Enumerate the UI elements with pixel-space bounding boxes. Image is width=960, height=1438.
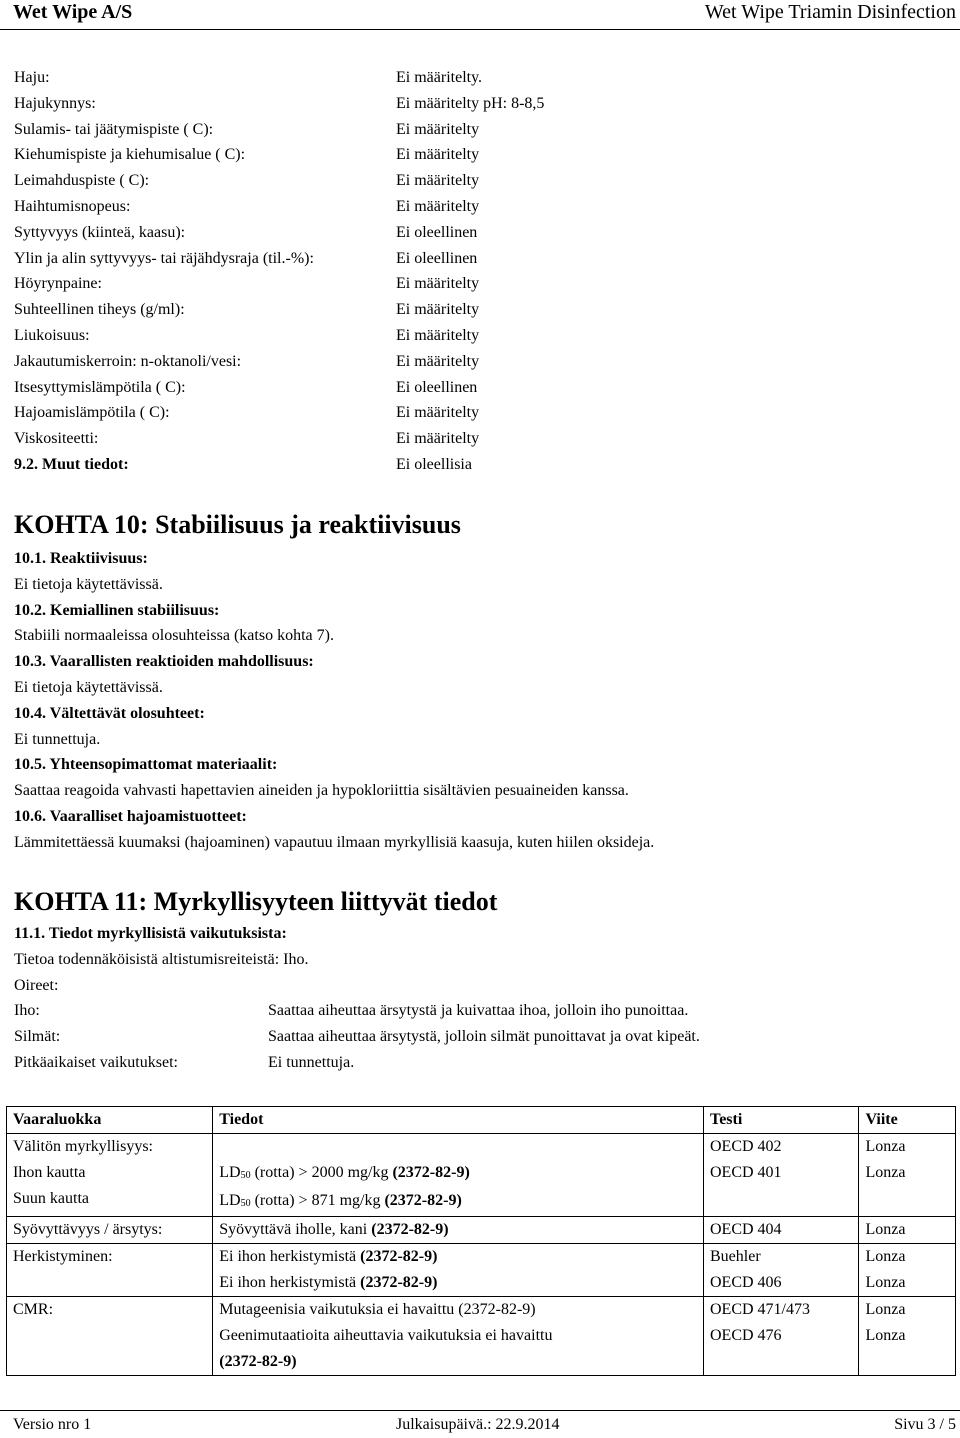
property-value: Ei määritelty bbox=[396, 301, 480, 319]
info-cell: Mutageenisia vaikutuksia ei havaittu (2372-82-9) Geenimutaatioita aiheuttavia vaikutuksia ei havaittu (2372-82-9) bbox=[213, 1297, 704, 1376]
property-label: Haju: bbox=[14, 69, 50, 86]
hazard-class-cell: Syövyttävyys / ärsytys: bbox=[7, 1217, 213, 1244]
property-value: Ei määritelty bbox=[396, 197, 480, 215]
hazard-class-cell: Herkistyminen: bbox=[7, 1244, 213, 1297]
property-row bbox=[14, 297, 714, 323]
effect-row bbox=[14, 998, 944, 1024]
property-value: Ei määritelty. bbox=[396, 69, 483, 86]
effect-label: Iho: bbox=[14, 1002, 40, 1020]
subsection-text: Ei tietoja käytettävissä. bbox=[14, 575, 163, 593]
subsection-text: Ei tunnettuja. bbox=[14, 730, 101, 748]
property-row bbox=[14, 220, 714, 246]
page-header bbox=[0, 0, 960, 28]
property-label: Syttyvyys (kiinteä, kaasu): bbox=[14, 223, 186, 241]
property-row bbox=[14, 246, 714, 272]
col-header-test: Testi bbox=[704, 1107, 859, 1134]
effect-value: Ei tunnettuja. bbox=[268, 1053, 355, 1071]
property-value: Ei oleellisia bbox=[396, 455, 472, 473]
effect-label: Pitkäaikaiset vaikutukset: bbox=[14, 1053, 178, 1071]
property-row bbox=[14, 349, 714, 375]
property-label: Höyrynpaine: bbox=[14, 275, 102, 293]
property-label: Hajukynnys: bbox=[14, 94, 96, 112]
info-cell bbox=[213, 1134, 704, 1217]
footer-divider bbox=[0, 1410, 960, 1411]
property-label: Leimahduspiste ( C): bbox=[14, 172, 150, 190]
subsection-heading: 10.2. Kemiallinen stabiilisuus: bbox=[14, 601, 220, 619]
table-row bbox=[7, 1297, 956, 1376]
properties-list bbox=[14, 65, 714, 478]
effect-value: Saattaa aiheuttaa ärsytystä ja kuivattaa ihoa, jolloin iho punoittaa. bbox=[268, 1002, 689, 1020]
header-divider bbox=[0, 29, 960, 30]
property-value: Ei määritelty bbox=[396, 275, 480, 293]
property-label: Suhteellinen tiheys (g/ml): bbox=[14, 301, 185, 319]
property-row bbox=[14, 452, 714, 478]
property-label: Itsesyttymislämpötila ( C): bbox=[14, 378, 186, 396]
test-cell: OECD 471/473 OECD 476 bbox=[704, 1297, 859, 1376]
property-label: Kiehumispiste ja kiehumisalue ( C): bbox=[14, 146, 246, 164]
property-label: Sulamis- tai jäätymispiste ( C): bbox=[14, 120, 214, 138]
property-value: Ei oleellinen bbox=[396, 378, 478, 396]
property-label: Liukoisuus: bbox=[14, 326, 90, 344]
effect-row bbox=[14, 1024, 944, 1050]
property-row bbox=[14, 271, 714, 297]
section-11-subtitle: 11.1. Tiedot myrkyllisistä vaikutuksista: bbox=[14, 925, 287, 942]
col-header-hazard-class: Vaaraluokka bbox=[7, 1107, 213, 1134]
effect-row bbox=[14, 1050, 944, 1076]
property-label: Viskositeetti: bbox=[14, 430, 99, 448]
section-10-body bbox=[14, 546, 944, 856]
property-value: Ei määritelty bbox=[396, 404, 480, 422]
property-row bbox=[14, 426, 714, 452]
property-value: Ei määritelty bbox=[396, 120, 480, 138]
hazard-class-cell: CMR: bbox=[7, 1297, 213, 1376]
property-row bbox=[14, 91, 714, 117]
property-value: Ei määritelty bbox=[396, 352, 480, 370]
test-cell: Buehler OECD 406 bbox=[704, 1244, 859, 1297]
table-header-row bbox=[7, 1107, 956, 1134]
property-label: 9.2. Muut tiedot: bbox=[14, 455, 129, 473]
reference-cell: Lonza bbox=[859, 1217, 956, 1244]
property-row bbox=[14, 142, 714, 168]
company-name: Wet Wipe A/S bbox=[13, 1, 133, 23]
subsection-text: Lämmitettäessä kuumaksi (hajoaminen) vapautuu ilmaan myrkyllisiä kaasuja, kuten hiilen oksideja. bbox=[14, 833, 655, 851]
subsection-heading: 10.5. Yhteensopimattomat materiaalit: bbox=[14, 756, 278, 774]
property-row bbox=[14, 168, 714, 194]
property-value: Ei oleellinen bbox=[396, 223, 478, 241]
product-name: Wet Wipe Triamin Disinfection bbox=[704, 1, 956, 23]
test-cell: OECD 402 OECD 401 bbox=[704, 1134, 859, 1217]
subsection-heading: 10.3. Vaarallisten reaktioiden mahdollisuus: bbox=[14, 653, 314, 671]
property-value: Ei määritelty bbox=[396, 146, 480, 164]
reference-cell: Lonza Lonza bbox=[859, 1134, 956, 1217]
property-value: Ei määritelty pH: 8-8,5 bbox=[396, 94, 545, 112]
col-header-info: Tiedot bbox=[213, 1107, 704, 1134]
ld50-oral: $LD_{50}$ (rotta) > 871 mg/kg (2372-82-9) bbox=[219, 1192, 462, 1209]
table-row bbox=[7, 1244, 956, 1297]
property-row bbox=[14, 65, 714, 91]
property-row bbox=[14, 323, 714, 349]
property-label: Hajoamislämpötila ( C): bbox=[14, 404, 170, 422]
symptoms-label: Oireet: bbox=[14, 976, 59, 994]
version-number: Versio nro 1 bbox=[13, 1416, 92, 1433]
subsection-heading: 10.4. Vältettävät olosuhteet: bbox=[14, 704, 205, 722]
effect-value: Saattaa aiheuttaa ärsytystä, jolloin silmät punoittavat ja ovat kipeät. bbox=[268, 1028, 700, 1046]
toxicology-table bbox=[6, 1106, 956, 1376]
subsection-heading: 10.1. Reaktiivisuus: bbox=[14, 550, 148, 567]
table-row bbox=[7, 1134, 956, 1217]
col-header-reference: Viite bbox=[859, 1107, 956, 1134]
effects-list bbox=[14, 998, 944, 1075]
subsection-text: Ei tietoja käytettävissä. bbox=[14, 678, 163, 696]
property-label: Ylin ja alin syttyvyys- tai räjähdysraja (til.-%): bbox=[14, 249, 314, 267]
section-10-title: KOHTA 10: Stabiilisuus ja reaktiivisuus bbox=[14, 510, 461, 539]
reference-cell: Lonza Lonza bbox=[859, 1244, 956, 1297]
subsection-text: Stabiili normaaleissa olosuhteissa (katso kohta 7). bbox=[14, 627, 334, 645]
property-value: Ei määritelty bbox=[396, 172, 480, 190]
info-cell: Syövyttävä iholle, kani (2372-82-9) bbox=[213, 1217, 704, 1244]
property-row bbox=[14, 375, 714, 401]
exposure-routes: Tietoa todennäköisistä altistumisreiteistä: Iho. bbox=[14, 950, 309, 968]
property-value: Ei oleellinen bbox=[396, 249, 478, 267]
test-cell: OECD 404 bbox=[704, 1217, 859, 1244]
property-value: Ei määritelty bbox=[396, 430, 480, 448]
property-row bbox=[14, 400, 714, 426]
section-11-title: KOHTA 11: Myrkyllisyyteen liittyvät tiedot bbox=[14, 887, 498, 916]
section-11-body bbox=[14, 921, 944, 1076]
subsection-heading: 10.6. Vaaralliset hajoamistuotteet: bbox=[14, 807, 247, 825]
page-number: Sivu 3 / 5 bbox=[894, 1416, 956, 1433]
subsection-text: Saattaa reagoida vahvasti hapettavien aineiden ja hypokloriittia sisältävien pesuaineiden kanssa. bbox=[14, 782, 629, 800]
effect-label: Silmät: bbox=[14, 1028, 61, 1046]
hazard-class-cell: Välitön myrkyllisyys: Ihon kautta Suun kautta bbox=[7, 1134, 213, 1217]
info-cell: Ei ihon herkistymistä (2372-82-9) Ei ihon herkistymistä (2372-82-9) bbox=[213, 1244, 704, 1297]
property-label: Jakautumiskerroin: n-oktanoli/vesi: bbox=[14, 352, 242, 370]
table-row bbox=[7, 1217, 956, 1244]
property-value: Ei määritelty bbox=[396, 326, 480, 344]
reference-cell: Lonza Lonza bbox=[859, 1297, 956, 1376]
property-label: Haihtumisnopeus: bbox=[14, 197, 131, 215]
publish-date: Julkaisupäivä.: 22.9.2014 bbox=[396, 1416, 560, 1433]
property-row bbox=[14, 194, 714, 220]
property-row bbox=[14, 117, 714, 143]
ld50-dermal: $LD_{50}$ (rotta) > 2000 mg/kg (2372-82-9) bbox=[219, 1164, 470, 1181]
